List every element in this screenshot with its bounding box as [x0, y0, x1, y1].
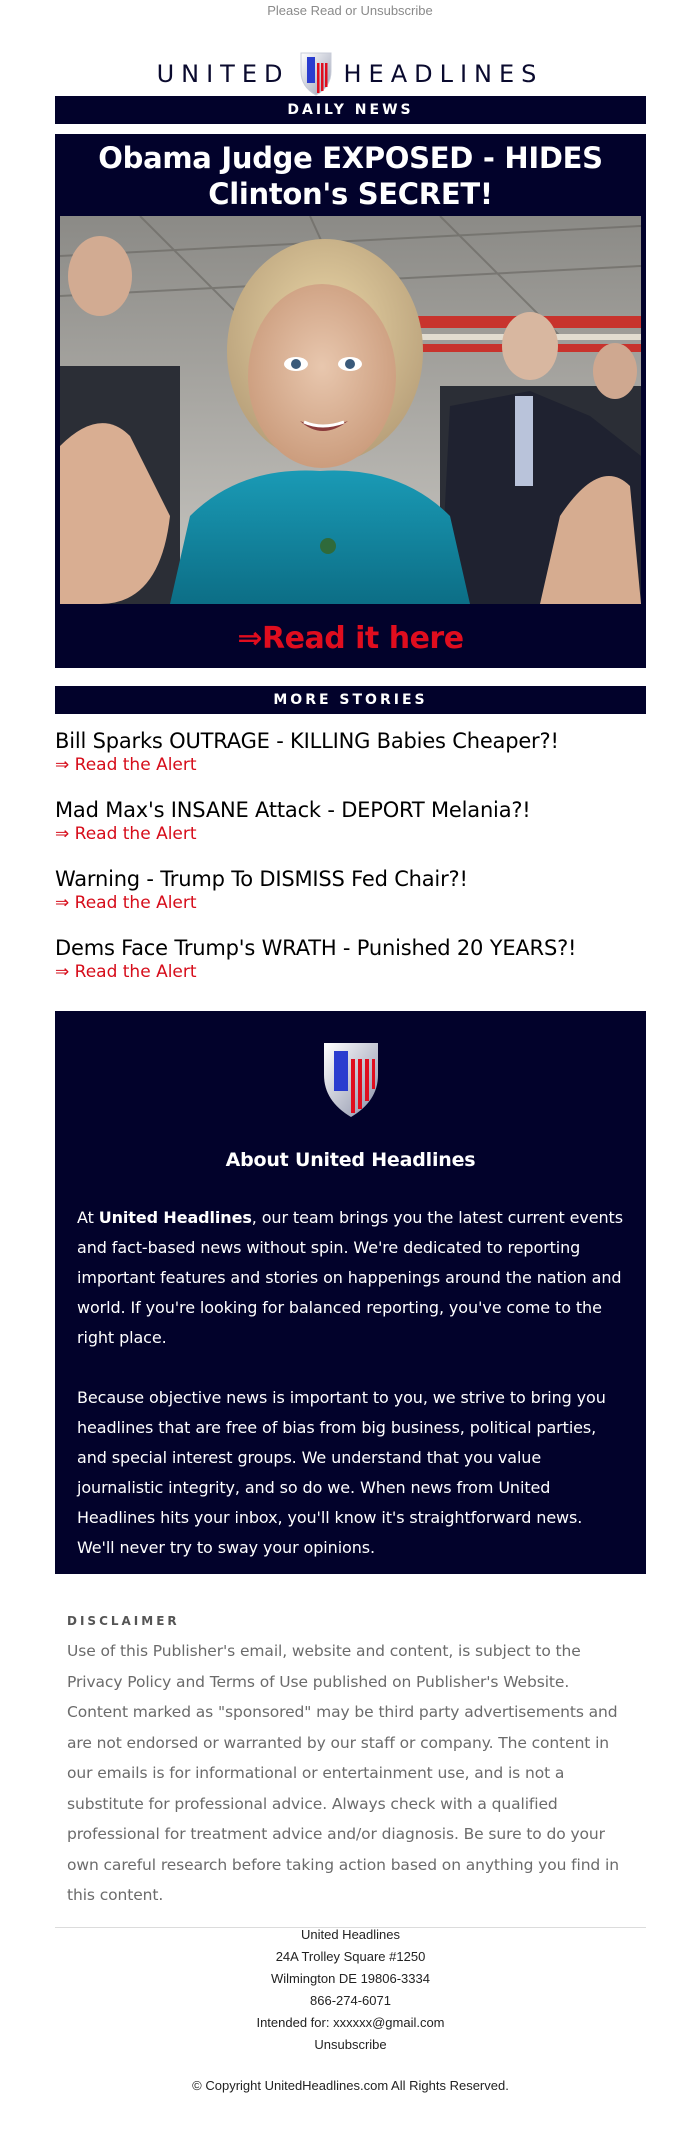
photo-woman-teal-jacket-crowd-icon — [60, 216, 641, 604]
about-p1-post: , our team brings you the latest current events and fact-based news without spin. We're dedicated to reporting important features and stories on happenings around the nation and world. If you're looking for balanced reporting, you've come to the right place. — [77, 1208, 623, 1347]
footer — [55, 1924, 646, 2093]
footer-intended-for: Intended for: xxxxxx@gmail.com — [256, 2015, 445, 2030]
story-title: Warning - Trump To DISMISS Fed Chair?! — [55, 867, 468, 891]
story-item — [55, 935, 646, 983]
disclaimer-body: Use of this Publisher's email, website and content, is subject to the Privacy Policy and Terms of Use published on Publisher's Website. Content marked as "sponsored" may be third party advertisements and are not endorsed or warranted by our staff or company. The content in our emails is for informational or entertainment use, and is not a substitute for professional advice. Always check with a qualified professional for treatment advice and/or diagnosis. Be sure to do your own careful research before taking action based on anything you find in this content. — [67, 1642, 619, 1904]
hero-title-link[interactable] — [60, 138, 641, 212]
story-title-link[interactable] — [55, 866, 646, 892]
story-title-link[interactable] — [55, 728, 646, 754]
hero-cta-wrap — [60, 604, 641, 672]
logo-word-headlines: HEADLINES — [343, 60, 544, 88]
footer-address-1: 24A Trolley Square #1250 — [275, 1949, 426, 1964]
hero-image-link[interactable] — [60, 216, 641, 604]
story-title: Mad Max's INSANE Attack - DEPORT Melania?! — [55, 798, 531, 822]
shield-logo-icon — [297, 49, 335, 99]
unsubscribe-link[interactable]: Unsubscribe — [314, 2037, 387, 2052]
about-p1-pre: At — [77, 1208, 99, 1227]
preheader — [0, 0, 700, 22]
footer-address-2: Wilmington DE 19806-3334 — [271, 1971, 430, 1986]
read-it-here-link[interactable]: ⇒Read it here — [237, 620, 464, 656]
story-title-link[interactable] — [55, 797, 646, 823]
read-the-alert-link[interactable]: ⇒ Read the Alert — [55, 755, 197, 775]
read-the-alert-link[interactable]: ⇒ Read the Alert — [55, 824, 197, 844]
copyright: © Copyright UnitedHeadlines.com All Rights Reserved. — [192, 2078, 509, 2093]
footer-company: United Headlines — [300, 1927, 400, 1942]
about-paragraph-2: Because objective news is important to you, we strive to bring you headlines that are free of bias from big business, political parties, and special interest groups. We understand that you value journalistic integrity, and so do we. When news from United Headlines hits your inbox, you'll know it's straightforward news. We'll never try to sway your opinions. — [77, 1388, 606, 1557]
read-the-alert-link[interactable]: ⇒ Read the Alert — [55, 893, 197, 913]
footer-phone: 866-274-6071 — [310, 1993, 391, 2008]
story-title: Bill Sparks OUTRAGE - KILLING Babies Cheaper?! — [55, 729, 559, 753]
hero-title: Obama Judge EXPOSED - HIDES Clinton's SECRET! — [98, 141, 603, 211]
story-title-link[interactable] — [55, 935, 646, 961]
story-title: Dems Face Trump's WRATH - Punished 20 YEARS?! — [55, 936, 577, 960]
story-item — [55, 866, 646, 914]
more-stories-bar: MORE STORIES — [55, 686, 646, 714]
about-paragraph-1 — [77, 1203, 624, 1353]
more-stories-list — [55, 718, 646, 983]
logo-word-united: UNITED — [156, 60, 290, 88]
preheader-link[interactable]: Please Read or Unsubscribe — [267, 3, 433, 18]
disclaimer-section — [55, 1574, 646, 1928]
shield-logo-icon — [320, 1039, 382, 1121]
disclaimer-heading: DISCLAIMER — [67, 1614, 180, 1628]
read-the-alert-link[interactable]: ⇒ Read the Alert — [55, 962, 197, 982]
hero-story — [55, 134, 646, 668]
story-item — [55, 728, 646, 776]
daily-news-bar: DAILY NEWS — [55, 96, 646, 124]
about-title: About United Headlines — [225, 1149, 476, 1171]
story-item — [55, 797, 646, 845]
about-section — [55, 1011, 646, 1574]
about-p1-brand: United Headlines — [98, 1208, 252, 1227]
